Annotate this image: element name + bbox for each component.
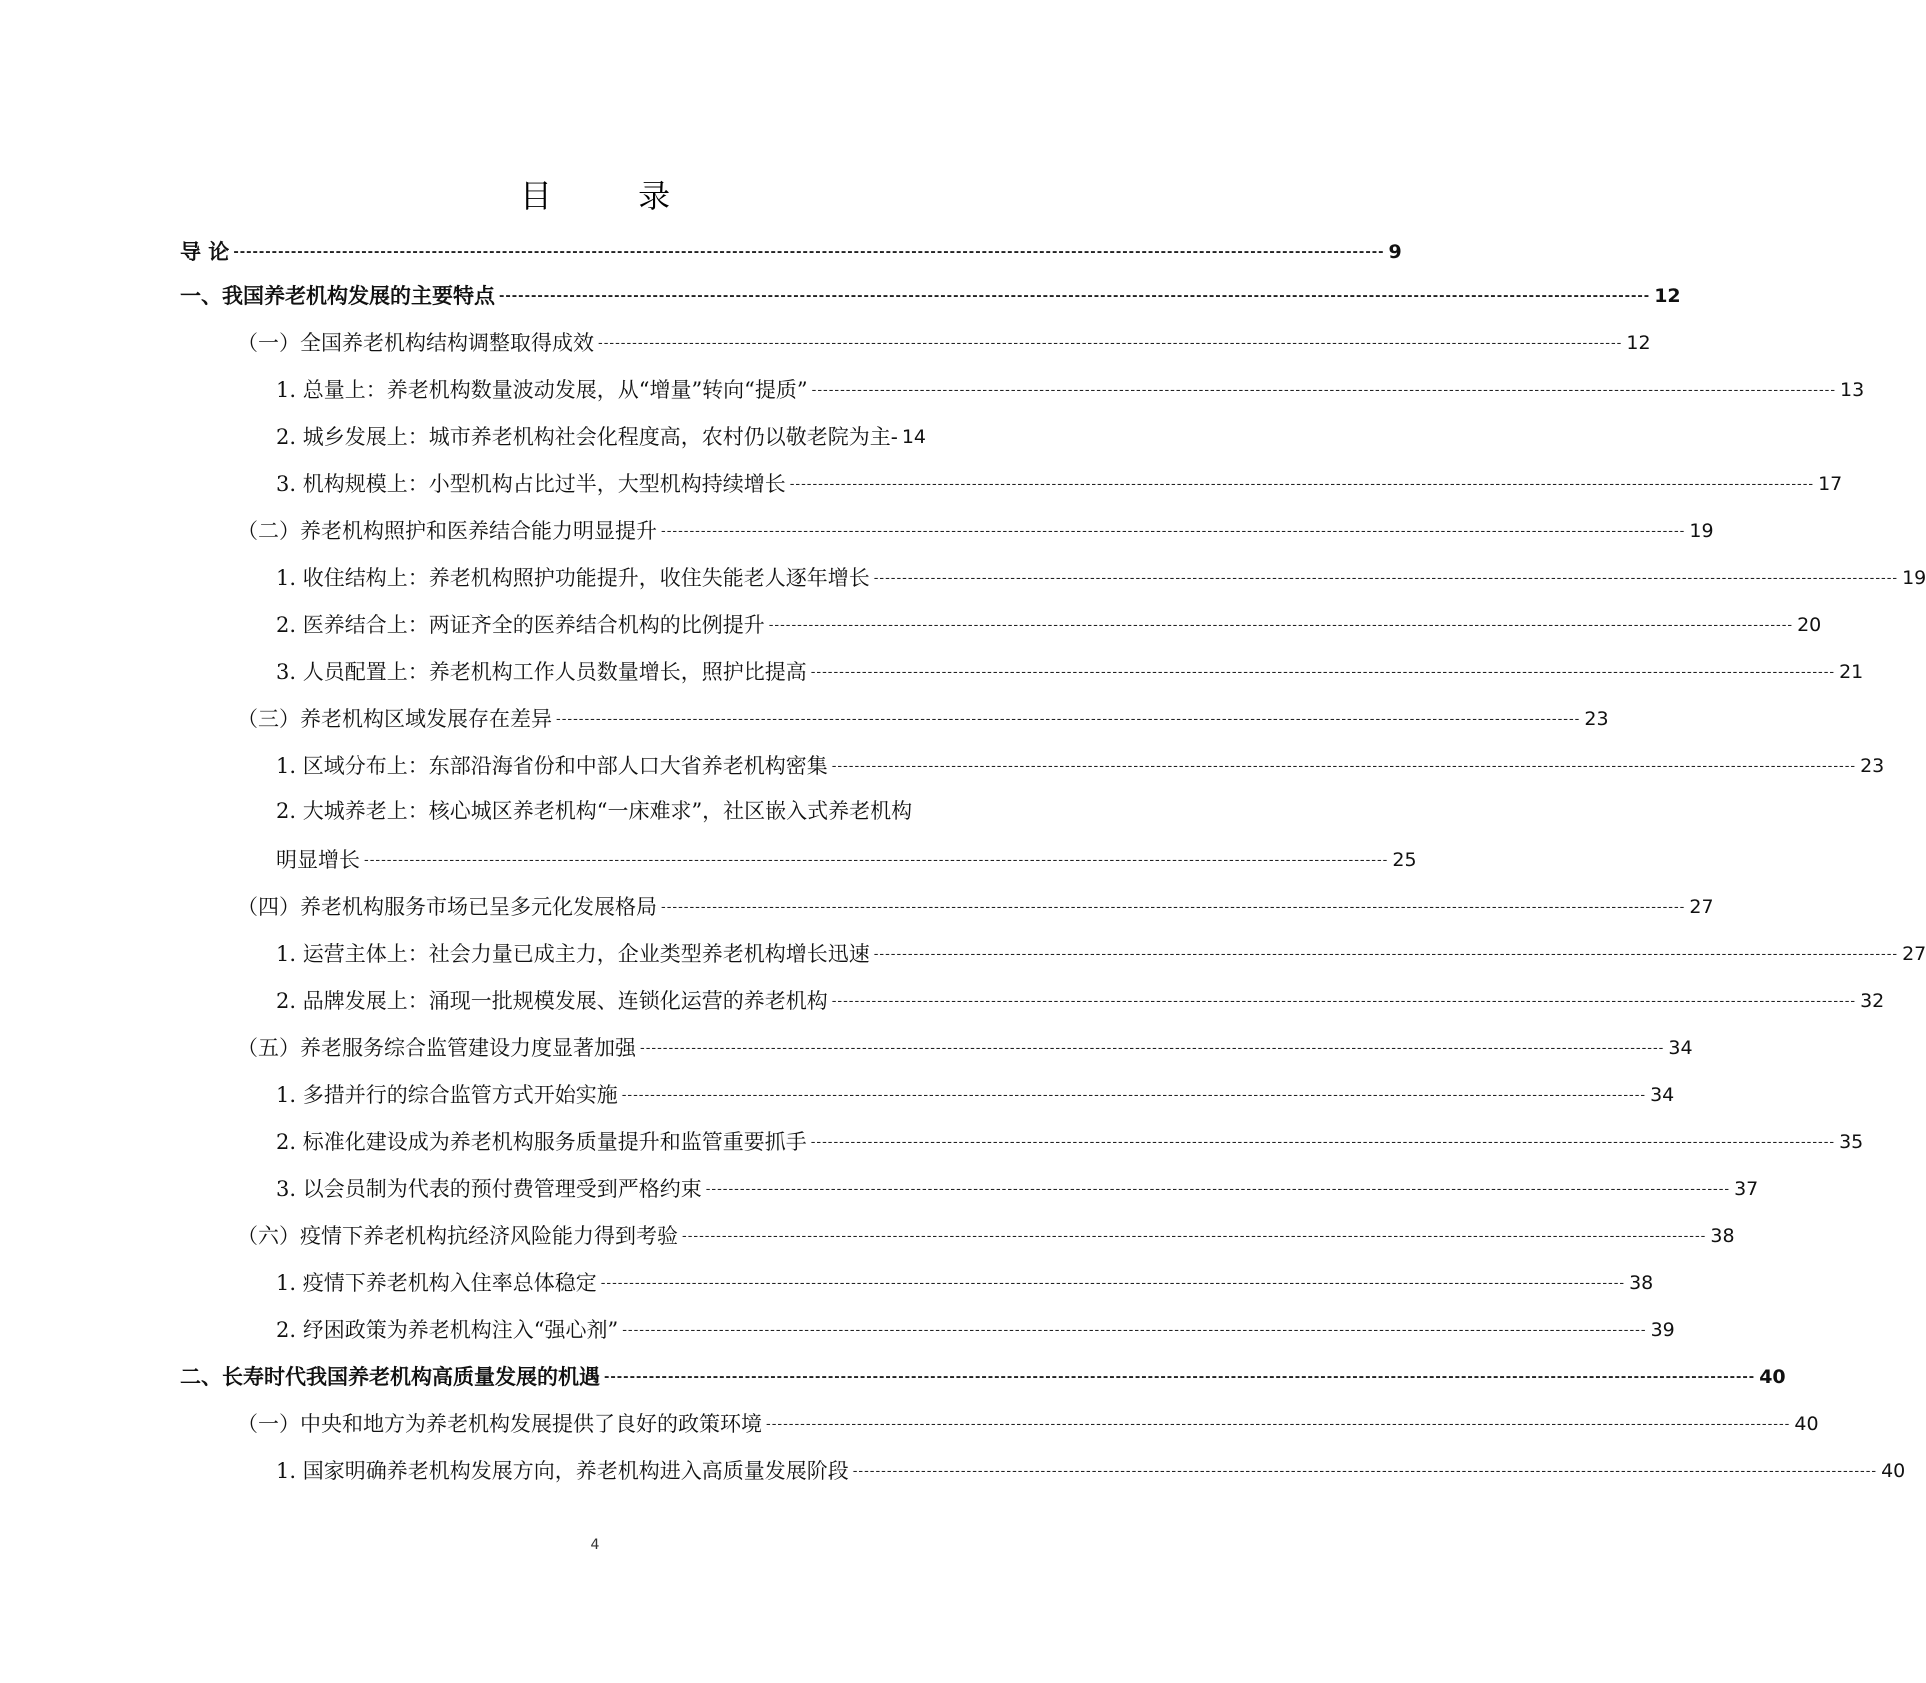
toc-entry[interactable] — [237, 1032, 1693, 1062]
toc-entry-page: 27 — [1902, 943, 1926, 965]
page-number: 4 — [590, 1537, 600, 1553]
toc-entry[interactable] — [237, 1408, 1819, 1438]
toc-entry[interactable] — [276, 562, 1926, 592]
toc-entry-page: 9 — [1388, 241, 1402, 263]
toc-entry-title: 1. 运营主体上：社会力量已成主力，企业类型养老机构增长迅速 — [276, 942, 870, 966]
page-title: 目 录 — [519, 177, 709, 215]
toc-entry-page: 14 — [901, 426, 926, 448]
toc-leader: ------------------------------------------------------------------------------------------------------------------------------------------------------------------------------------ — [810, 1135, 1836, 1150]
toc-entry-page: 38 — [1710, 1225, 1735, 1247]
toc-entry-page: 40 — [1759, 1366, 1786, 1388]
toc-leader: ------------------------------------------------------------------------------------------------------------------------------------------------------------------------------------ — [766, 1417, 1791, 1432]
toc-entry-page: 37 — [1734, 1178, 1759, 1200]
toc-leader: ------------------------------------------------------------------------------------------------------------------------------------------------------------------------------------ — [873, 571, 1899, 586]
toc-entry-page: 35 — [1839, 1131, 1864, 1153]
toc-entry-page: 40 — [1794, 1413, 1819, 1435]
toc-entry[interactable] — [276, 468, 1843, 498]
toc-entry-page: 17 — [1818, 473, 1843, 495]
toc-entry-title: （一）中央和地方为养老机构发展提供了良好的政策环境 — [237, 1412, 762, 1436]
toc-entry[interactable] — [276, 1314, 1675, 1344]
toc-entry-page: 13 — [1840, 379, 1865, 401]
toc-entry[interactable] — [180, 1361, 1786, 1391]
toc-entry-page: 34 — [1650, 1084, 1675, 1106]
toc-entry-title: （五）养老服务综合监管建设力度显著加强 — [237, 1036, 636, 1060]
toc-leader: ------------------------------------------------------------------------------------------------------------------------------------------------------------------------------------ — [622, 1323, 1647, 1338]
toc-leader: ------------------------------------------------------------------------------------------------------------------------------------------------------------------------------------ — [873, 947, 1899, 962]
toc-entry[interactable] — [276, 750, 1885, 780]
toc-entry-title: 1. 国家明确养老机构发展方向，养老机构进入高质量发展阶段 — [276, 1459, 849, 1483]
toc-entry[interactable] — [276, 374, 1865, 404]
toc-leader: ------------------------------------------------------------------------------------------------------------------------------------------------------------------------------------ — [621, 1088, 1647, 1103]
toc-leader: ------------------------------------------------------------------------------------------------------------------------------------------------------------------------------------ — [831, 759, 1857, 774]
toc-leader: ------------------------------------------------------------------------------------------------------------------------------------------------------------------------------------ — [811, 383, 1837, 398]
toc-leader: ------------------------------------------------------------------------------------------------------------------------------------------------------------------------------------ — [810, 665, 1836, 680]
toc-entry-title: 2. 城乡发展上：城市养老机构社会化程度高，农村仍以敬老院为主- — [276, 425, 898, 449]
toc-entry-page: 19 — [1689, 520, 1714, 542]
toc-entry-title: 1. 多措并行的综合监管方式开始实施 — [276, 1083, 618, 1107]
toc-entry-page: 34 — [1668, 1037, 1693, 1059]
toc-entry[interactable] — [237, 515, 1714, 545]
toc-entry-page: 38 — [1629, 1272, 1654, 1294]
toc-entry-page: 32 — [1860, 990, 1885, 1012]
toc-entry-title: 导 论 — [180, 240, 230, 264]
toc-leader: ------------------------------------------------------------------------------------------------------------------------------------------------------------------------------------ — [640, 1041, 1665, 1056]
toc-leader: ------------------------------------------------------------------------------------------------------------------------------------------------------------------------------------ — [600, 1276, 1626, 1291]
toc-entry-title: （四）养老机构服务市场已呈多元化发展格局 — [237, 895, 657, 919]
toc-leader: ------------------------------------------------------------------------------------------------------------------------------------------------------------------------------------ — [661, 524, 1686, 539]
toc-entry-title: 3. 以会员制为代表的预付费管理受到严格约束 — [276, 1177, 702, 1201]
toc-leader: ------------------------------------------------------------------------------------------------------------------------------------------------------------------------------------ — [598, 336, 1623, 351]
toc-entry-page: 12 — [1626, 332, 1651, 354]
toc-leader: ------------------------------------------------------------------------------------------------------------------------------------------------------------------------------------ — [499, 289, 1651, 304]
toc-entry-title: 一、我国养老机构发展的主要特点 — [180, 284, 495, 308]
toc-entry[interactable] — [276, 938, 1926, 968]
toc-entry-page: 25 — [1392, 849, 1417, 871]
toc-entry-title: （二）养老机构照护和医养结合能力明显提升 — [237, 519, 657, 543]
toc-entry-title: 3. 机构规模上：小型机构占比过半，大型机构持续增长 — [276, 472, 786, 496]
toc-entry-page: 39 — [1650, 1319, 1675, 1341]
toc-entry-page: 12 — [1654, 285, 1681, 307]
toc-leader: ------------------------------------------------------------------------------------------------------------------------------------------------------------------------------------ — [682, 1229, 1707, 1244]
toc-entry-title: 二、长寿时代我国养老机构高质量发展的机遇 — [180, 1365, 600, 1389]
toc-leader: ------------------------------------------------------------------------------------------------------------------------------------------------------------------------------------ — [604, 1370, 1756, 1385]
toc-leader: ------------------------------------------------------------------------------------------------------------------------------------------------------------------------------------ — [831, 994, 1857, 1009]
toc-entry[interactable] — [276, 1267, 1654, 1297]
toc-entry-page: 40 — [1881, 1460, 1906, 1482]
toc-entry-first-line[interactable]: 2. 大城养老上：核心城区养老机构“一床难求”，社区嵌入式养老机构 — [276, 799, 913, 823]
toc-entry[interactable] — [237, 703, 1609, 733]
toc-entry-title: 1. 总量上：养老机构数量波动发展，从“增量”转向“提质” — [276, 378, 808, 402]
toc-entry-title: 2. 医养结合上：两证齐全的医养结合机构的比例提升 — [276, 613, 765, 637]
toc-entry-title: 1. 收住结构上：养老机构照护功能提升，收住失能老人逐年增长 — [276, 566, 870, 590]
toc-entry-page: 27 — [1689, 896, 1714, 918]
toc-entry-page: 20 — [1797, 614, 1822, 636]
toc-entry-title: 2. 标准化建设成为养老机构服务质量提升和监管重要抓手 — [276, 1130, 807, 1154]
toc-leader: ------------------------------------------------------------------------------------------------------------------------------------------------------------------------------------ — [233, 245, 1385, 260]
toc-entry[interactable] — [276, 656, 1864, 686]
toc-entry[interactable] — [180, 236, 1402, 266]
toc-entry[interactable] — [276, 1079, 1675, 1109]
toc-leader: ------------------------------------------------------------------------------------------------------------------------------------------------------------------------------------ — [705, 1182, 1731, 1197]
toc-leader: ------------------------------------------------------------------------------------------------------------------------------------------------------------------------------------ — [364, 853, 1389, 868]
toc-entry[interactable] — [180, 280, 1681, 310]
toc-entry-title: 2. 品牌发展上：涌现一批规模发展、连锁化运营的养老机构 — [276, 989, 828, 1013]
toc-entry[interactable] — [276, 985, 1885, 1015]
toc-entry-title: 1. 疫情下养老机构入住率总体稳定 — [276, 1271, 597, 1295]
toc-entry[interactable] — [276, 844, 1417, 874]
toc-leader: ------------------------------------------------------------------------------------------------------------------------------------------------------------------------------------ — [852, 1464, 1878, 1479]
toc-entry[interactable] — [276, 421, 1000, 451]
toc-entry-page: 19 — [1902, 567, 1926, 589]
toc-entry-title-continued: 明显增长 — [276, 848, 360, 872]
toc-entry-title: （一）全国养老机构结构调整取得成效 — [237, 331, 594, 355]
toc-entry[interactable] — [276, 609, 1822, 639]
toc-entry-page: 21 — [1839, 661, 1864, 683]
toc-entry[interactable] — [276, 1173, 1759, 1203]
toc-leader: ------------------------------------------------------------------------------------------------------------------------------------------------------------------------------------ — [789, 477, 1815, 492]
toc-entry-title: 2. 纾困政策为养老机构注入“强心剂” — [276, 1318, 619, 1342]
toc-entry[interactable] — [276, 1126, 1864, 1156]
toc-entry-title: 1. 区域分布上：东部沿海省份和中部人口大省养老机构密集 — [276, 754, 828, 778]
toc-entry[interactable] — [237, 1220, 1735, 1250]
toc-leader: ------------------------------------------------------------------------------------------------------------------------------------------------------------------------------------ — [768, 618, 1794, 633]
toc-entry-title: （六）疫情下养老机构抗经济风险能力得到考验 — [237, 1224, 678, 1248]
toc-entry-title: 3. 人员配置上：养老机构工作人员数量增长，照护比提高 — [276, 660, 807, 684]
toc-entry-page: 23 — [1860, 755, 1885, 777]
toc-entry[interactable] — [237, 891, 1714, 921]
toc-entry[interactable] — [237, 327, 1651, 357]
toc-entry[interactable] — [276, 1455, 1906, 1485]
toc-leader: ------------------------------------------------------------------------------------------------------------------------------------------------------------------------------------ — [661, 900, 1686, 915]
toc-entry-page: 23 — [1584, 708, 1609, 730]
toc-entry-title: （三）养老机构区域发展存在差异 — [237, 707, 552, 731]
toc-leader: ------------------------------------------------------------------------------------------------------------------------------------------------------------------------------------ — [556, 712, 1581, 727]
